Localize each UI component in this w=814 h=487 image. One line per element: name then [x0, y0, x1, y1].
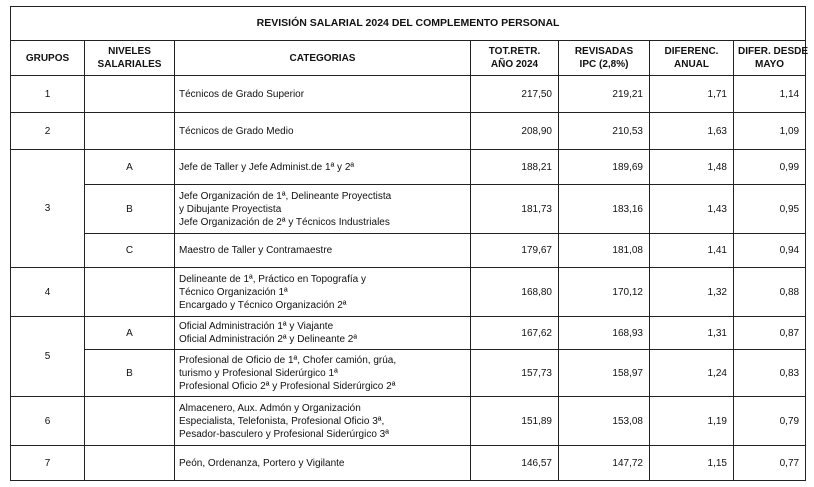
table-title: REVISIÓN SALARIAL 2024 DEL COMPLEMENTO PERSONAL — [11, 7, 806, 41]
nivel-cell — [85, 268, 175, 317]
categoria-cell: Maestro de Taller y Contramaestre — [175, 234, 471, 268]
dif-cell: 1,43 — [650, 185, 734, 234]
header-niveles: NIVELES SALARIALES — [85, 41, 175, 76]
rev-cell: 170,12 — [559, 268, 650, 317]
dif-cell: 1,71 — [650, 76, 734, 113]
dmayo-cell: 1,14 — [734, 76, 806, 113]
table-row — [11, 76, 806, 113]
nivel-cell — [85, 397, 175, 446]
table-row — [11, 234, 806, 268]
dif-cell: 1,15 — [650, 446, 734, 481]
categoria-cell: Jefe Organización de 1ª, Delineante Proyectista y Dibujante Proyectista Jefe Organización de 2ª y Técnicos Industriales — [175, 185, 471, 234]
dmayo-cell: 0,94 — [734, 234, 806, 268]
tot-cell: 146,57 — [471, 446, 559, 481]
dmayo-cell: 0,95 — [734, 185, 806, 234]
dmayo-cell: 0,99 — [734, 150, 806, 185]
rev-cell: 153,08 — [559, 397, 650, 446]
header-diferenc: DIFERENC. ANUAL — [650, 41, 734, 76]
categoria-cell: Peón, Ordenanza, Portero y Vigilante — [175, 446, 471, 481]
nivel-cell: B — [85, 350, 175, 397]
group-cell: 2 — [11, 113, 85, 150]
rev-cell: 147,72 — [559, 446, 650, 481]
table-row — [11, 150, 806, 185]
header-revisadas: REVISADAS IPC (2,8%) — [559, 41, 650, 76]
table-row — [11, 317, 806, 350]
nivel-cell — [85, 76, 175, 113]
dmayo-cell: 0,83 — [734, 350, 806, 397]
dif-cell: 1,24 — [650, 350, 734, 397]
dif-cell: 1,48 — [650, 150, 734, 185]
header-grupos: GRUPOS — [11, 41, 85, 76]
tot-cell: 168,80 — [471, 268, 559, 317]
dmayo-cell: 1,09 — [734, 113, 806, 150]
categoria-cell: Almacenero, Aux. Admón y Organización Especialista, Telefonista, Profesional Oficio 3ª, Pesador-basculero y Profesional Siderúrgico 3ª — [175, 397, 471, 446]
categoria-cell: Profesional de Oficio de 1ª, Chofer camión, grúa, turismo y Profesional Siderúrgico 1ª Profesional Oficio 2ª y Profesional Siderúrgico 2ª — [175, 350, 471, 397]
categoria-cell: Técnicos de Grado Medio — [175, 113, 471, 150]
table-row — [11, 350, 806, 397]
tot-cell: 167,62 — [471, 317, 559, 350]
dif-cell: 1,41 — [650, 234, 734, 268]
group-cell: 6 — [11, 397, 85, 446]
dmayo-cell: 0,77 — [734, 446, 806, 481]
nivel-cell — [85, 113, 175, 150]
group-cell: 5 — [11, 317, 85, 397]
tot-cell: 217,50 — [471, 76, 559, 113]
nivel-cell: A — [85, 150, 175, 185]
dmayo-cell: 0,79 — [734, 397, 806, 446]
nivel-cell: C — [85, 234, 175, 268]
tot-cell: 208,90 — [471, 113, 559, 150]
nivel-cell: B — [85, 185, 175, 234]
categoria-cell: Oficial Administración 1ª y Viajante Oficial Administración 2ª y Delineante 2ª — [175, 317, 471, 350]
header-totretr: TOT.RETR. AÑO 2024 — [471, 41, 559, 76]
tot-cell: 151,89 — [471, 397, 559, 446]
dmayo-cell: 0,87 — [734, 317, 806, 350]
group-cell: 7 — [11, 446, 85, 481]
nivel-cell: A — [85, 317, 175, 350]
table-row — [11, 397, 806, 446]
rev-cell: 158,97 — [559, 350, 650, 397]
dif-cell: 1,19 — [650, 397, 734, 446]
dif-cell: 1,63 — [650, 113, 734, 150]
tot-cell: 157,73 — [471, 350, 559, 397]
salary-table — [10, 6, 809, 481]
dif-cell: 1,32 — [650, 268, 734, 317]
group-cell: 1 — [11, 76, 85, 113]
table-row — [11, 268, 806, 317]
tot-cell: 188,21 — [471, 150, 559, 185]
rev-cell: 219,21 — [559, 76, 650, 113]
dif-cell: 1,31 — [650, 317, 734, 350]
nivel-cell — [85, 446, 175, 481]
header-difer-mayo: DIFER. DESDE MAYO — [734, 41, 806, 76]
table-row — [11, 185, 806, 234]
rev-cell: 189,69 — [559, 150, 650, 185]
rev-cell: 183,16 — [559, 185, 650, 234]
rev-cell: 210,53 — [559, 113, 650, 150]
table-row — [11, 113, 806, 150]
group-cell: 4 — [11, 268, 85, 317]
rev-cell: 181,08 — [559, 234, 650, 268]
table-row — [11, 446, 806, 481]
tot-cell: 181,73 — [471, 185, 559, 234]
tot-cell: 179,67 — [471, 234, 559, 268]
group-cell: 3 — [11, 150, 85, 268]
categoria-cell: Delineante de 1ª, Práctico en Topografía y Técnico Organización 1ª Encargado y Técnico Organización 2ª — [175, 268, 471, 317]
categoria-cell: Técnicos de Grado Superior — [175, 76, 471, 113]
rev-cell: 168,93 — [559, 317, 650, 350]
categoria-cell: Jefe de Taller y Jefe Administ.de 1ª y 2ª — [175, 150, 471, 185]
dmayo-cell: 0,88 — [734, 268, 806, 317]
header-categorias: CATEGORIAS — [175, 41, 471, 76]
